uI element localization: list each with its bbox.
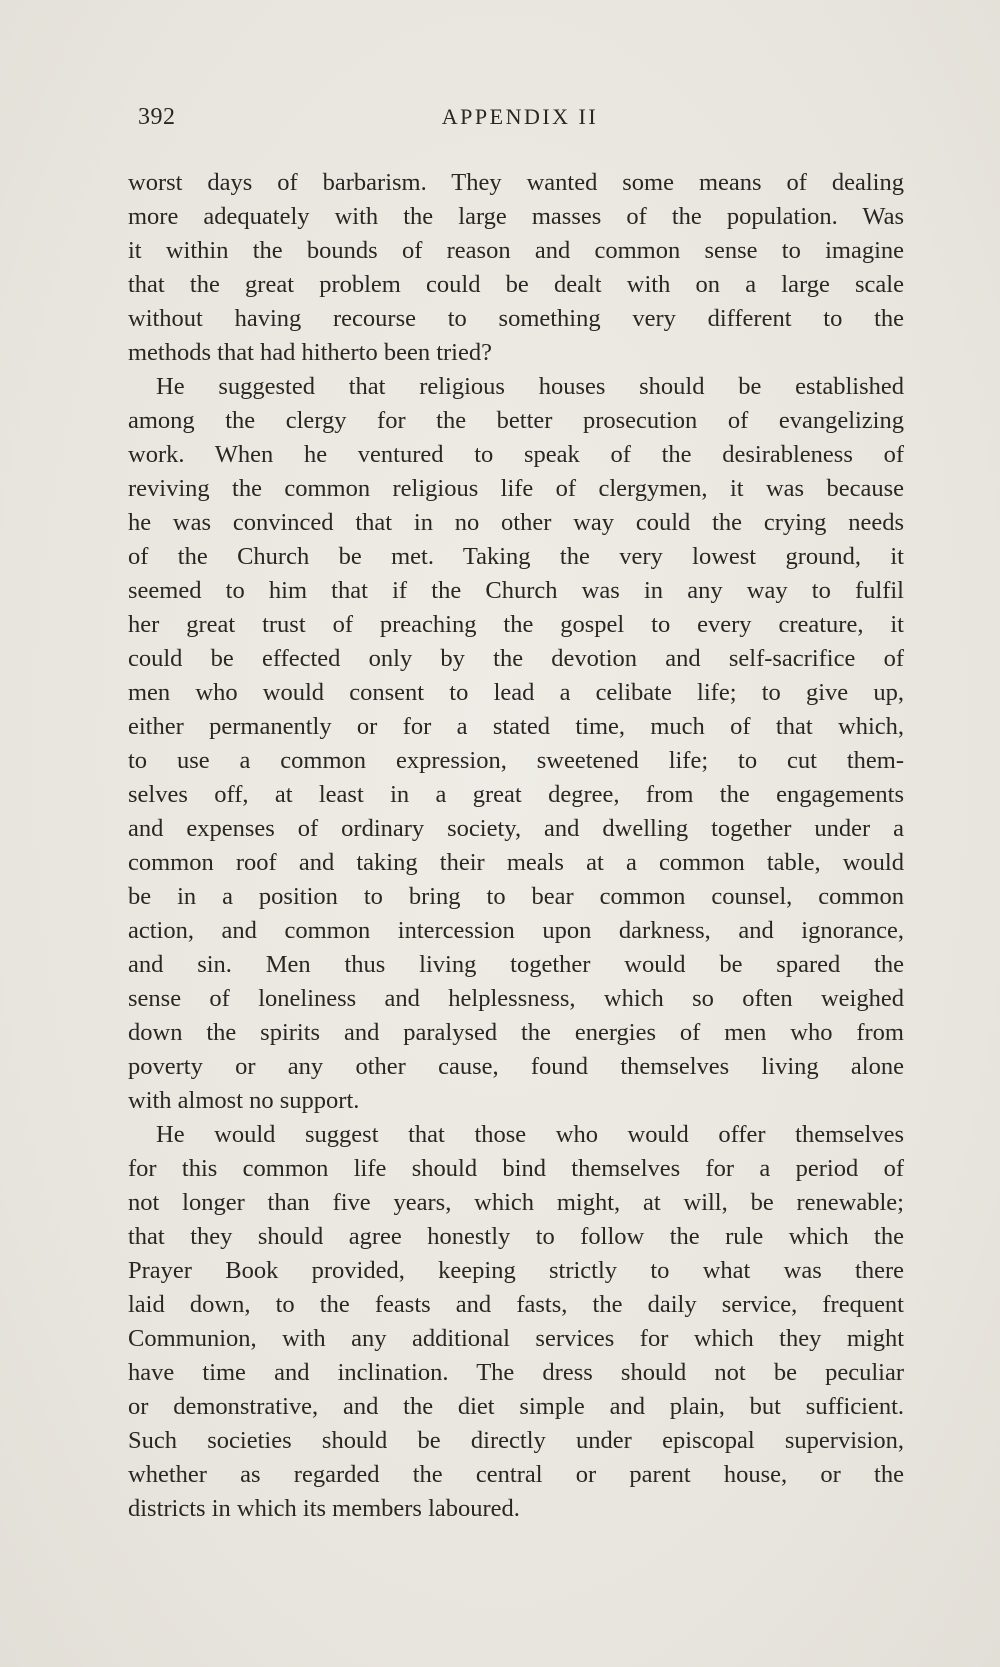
text-line: methods that had hitherto been tried?	[128, 339, 492, 366]
text-line: seemed to him that if the Church was in any way to fulfil	[128, 577, 904, 604]
text-line: among the clergy for the better prosecution of evangelizing	[128, 407, 904, 434]
page-number: 392	[138, 104, 176, 130]
text-line: worst days of barbarism. They wanted some means of dealing	[128, 169, 904, 196]
text-line: Communion, with any additional services for which they might	[128, 1325, 904, 1352]
text-line: men who would consent to lead a celibate life; to give up,	[128, 679, 904, 706]
text-line: to use a common expression, sweetened life; to cut them-	[128, 747, 904, 774]
text-line: or demonstrative, and the diet simple and plain, but sufficient.	[128, 1393, 904, 1420]
text-line: be in a position to bring to bear common counsel, common	[128, 883, 904, 910]
text-line: and expenses of ordinary society, and dwelling together under a	[128, 815, 904, 842]
text-line: could be effected only by the devotion and self-sacrifice of	[128, 645, 904, 672]
text-line: and sin. Men thus living together would be spared the	[128, 951, 904, 978]
text-line: common roof and taking their meals at a common table, would	[128, 849, 904, 876]
text-line: not longer than five years, which might, at will, be renewable;	[128, 1189, 904, 1216]
text-line: for this common life should bind themselves for a period of	[128, 1155, 904, 1182]
text-line: work. When he ventured to speak of the desirableness of	[128, 441, 904, 468]
paragraph-1	[128, 166, 904, 370]
text-line: He would suggest that those who would offer themselves	[156, 1121, 904, 1148]
text-line: whether as regarded the central or parent house, or the	[128, 1461, 904, 1488]
body-text	[128, 166, 904, 1526]
running-head: APPENDIX II	[441, 104, 599, 129]
text-line: poverty or any other cause, found themselves living alone	[128, 1053, 904, 1080]
text-line: selves off, at least in a great degree, from the engagements	[128, 781, 904, 808]
text-line: action, and common intercession upon darkness, and ignorance,	[128, 917, 904, 944]
text-line: either permanently or for a stated time, much of that which,	[128, 713, 904, 740]
text-line: down the spirits and paralysed the energies of men who from	[128, 1019, 904, 1046]
text-line: districts in which its members laboured.	[128, 1495, 520, 1522]
page-header	[138, 104, 902, 136]
text-line: of the Church be met. Taking the very lowest ground, it	[128, 543, 904, 570]
text-line: with almost no support.	[128, 1087, 360, 1114]
text-line: Such societies should be directly under episcopal supervision,	[128, 1427, 904, 1454]
text-line: laid down, to the feasts and fasts, the daily service, frequent	[128, 1291, 904, 1318]
text-line: that they should agree honestly to follow the rule which the	[128, 1223, 904, 1250]
text-line: without having recourse to something very different to the	[128, 305, 904, 332]
text-line: He suggested that religious houses should be established	[156, 373, 904, 400]
text-line: Prayer Book provided, keeping strictly to what was there	[128, 1257, 904, 1284]
text-line: he was convinced that in no other way could the crying needs	[128, 509, 904, 536]
text-line: her great trust of preaching the gospel to every creature, it	[128, 611, 904, 638]
text-line: it within the bounds of reason and common sense to imagine	[128, 237, 904, 264]
text-line: have time and inclination. The dress should not be peculiar	[128, 1359, 904, 1386]
paragraph-3	[128, 1118, 904, 1526]
text-line: more adequately with the large masses of the population. Was	[128, 203, 904, 230]
text-line: reviving the common religious life of clergymen, it was because	[128, 475, 904, 502]
text-line: sense of loneliness and helplessness, which so often weighed	[128, 985, 904, 1012]
text-line: that the great problem could be dealt with on a large scale	[128, 271, 904, 298]
paragraph-2	[128, 370, 904, 1118]
